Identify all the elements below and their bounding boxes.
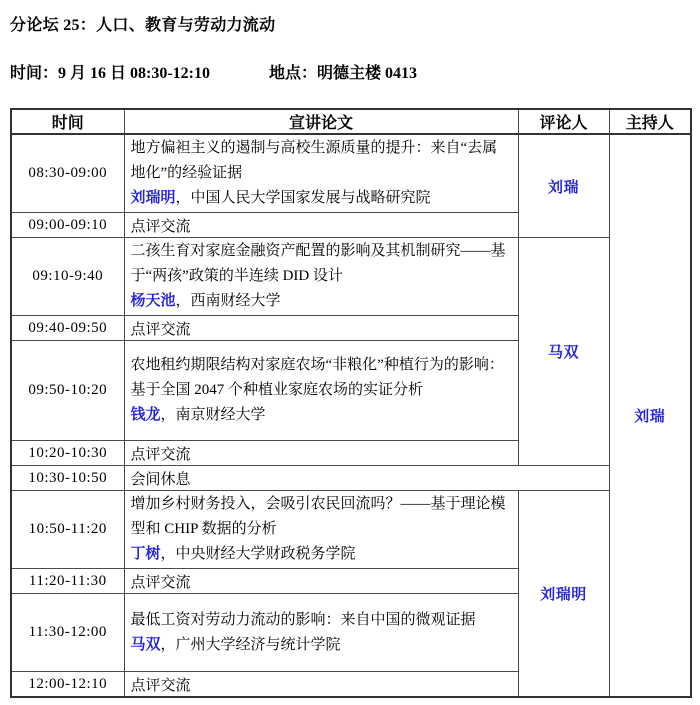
time-cell: 11:20-11:30	[11, 569, 124, 594]
discussant-name: 刘瑞明	[518, 491, 609, 698]
chair-name: 刘瑞	[609, 134, 691, 697]
time-cell: 12:00-12:10	[11, 672, 124, 698]
session-location-label: 地点：明德主楼 0413	[269, 65, 418, 82]
paper-affiliation: ，广州大学经济与统计学院	[160, 636, 341, 653]
paper-author: 马双	[130, 636, 161, 653]
time-cell: 09:00-09:10	[11, 213, 124, 238]
discussion-label: 点评交流	[124, 441, 518, 466]
time-cell: 09:50-10:20	[11, 341, 124, 441]
discussion-label: 点评交流	[124, 213, 518, 238]
header-paper: 宣讲论文	[124, 109, 518, 134]
table-row-break	[11, 466, 691, 491]
time-cell: 09:10-9:40	[11, 238, 124, 316]
paper-affiliation: ，南京财经大学	[160, 407, 266, 423]
break-label: 会间休息	[124, 466, 609, 491]
discussion-label: 点评交流	[124, 672, 518, 698]
discussion-label: 点评交流	[124, 569, 518, 594]
discussant-name: 马双	[518, 238, 609, 466]
paper-cell	[124, 594, 518, 672]
table-row	[11, 238, 691, 316]
paper-affiliation: ，中央财经大学财政税务学院	[160, 546, 356, 562]
schedule-table	[10, 108, 692, 698]
discussant-name: 刘瑞	[518, 134, 609, 238]
session-time-label: 时间：9 月 16 日 08:30-12:10	[10, 65, 210, 82]
paper-affiliation: ，西南财经大学	[175, 293, 281, 309]
paper-title: 地方偏袒主义的遏制与高校生源质量的提升：来自“去属地化”的经验证据	[130, 140, 498, 181]
paper-affiliation: ，中国人民大学国家发展与战略研究院	[175, 190, 431, 206]
time-cell: 10:30-10:50	[11, 466, 124, 491]
page-title: 分论坛 25：人口、教育与劳动力流动	[10, 17, 276, 34]
time-cell: 11:30-12:00	[11, 594, 124, 672]
paper-author: 钱龙	[130, 407, 161, 423]
header-discussant: 评论人	[518, 109, 609, 134]
paper-title: 二孩生育对家庭金融资产配置的影响及其机制研究——基于“两孩”政策的半连续 DID 设计	[130, 243, 506, 284]
paper-author: 杨天池	[130, 293, 176, 309]
paper-title: 农地租约期限结构对家庭农场“非粮化”种植行为的影响：基于全国 2047 个种植业家庭农场的实证分析	[130, 357, 504, 398]
discussion-label: 点评交流	[124, 316, 518, 341]
table-header-row	[11, 109, 691, 134]
paper-title: 最低工资对劳动力流动的影响：来自中国的微观证据	[130, 611, 476, 628]
paper-author: 刘瑞明	[130, 190, 176, 206]
header-time: 时间	[11, 109, 124, 134]
time-cell: 09:40-09:50	[11, 316, 124, 341]
paper-cell	[124, 134, 518, 213]
time-cell: 10:20-10:30	[11, 441, 124, 466]
paper-cell	[124, 491, 518, 569]
session-meta	[10, 60, 417, 83]
paper-cell	[124, 238, 518, 316]
paper-cell	[124, 341, 518, 441]
paper-title: 增加乡村财务投入，会吸引农民回流吗？——基于理论模型和 CHIP 数据的分析	[130, 496, 506, 537]
paper-author: 丁树	[130, 546, 161, 562]
table-row	[11, 491, 691, 569]
table-row	[11, 134, 691, 213]
header-chair: 主持人	[609, 109, 691, 134]
time-cell: 08:30-09:00	[11, 134, 124, 213]
time-cell: 10:50-11:20	[11, 491, 124, 569]
